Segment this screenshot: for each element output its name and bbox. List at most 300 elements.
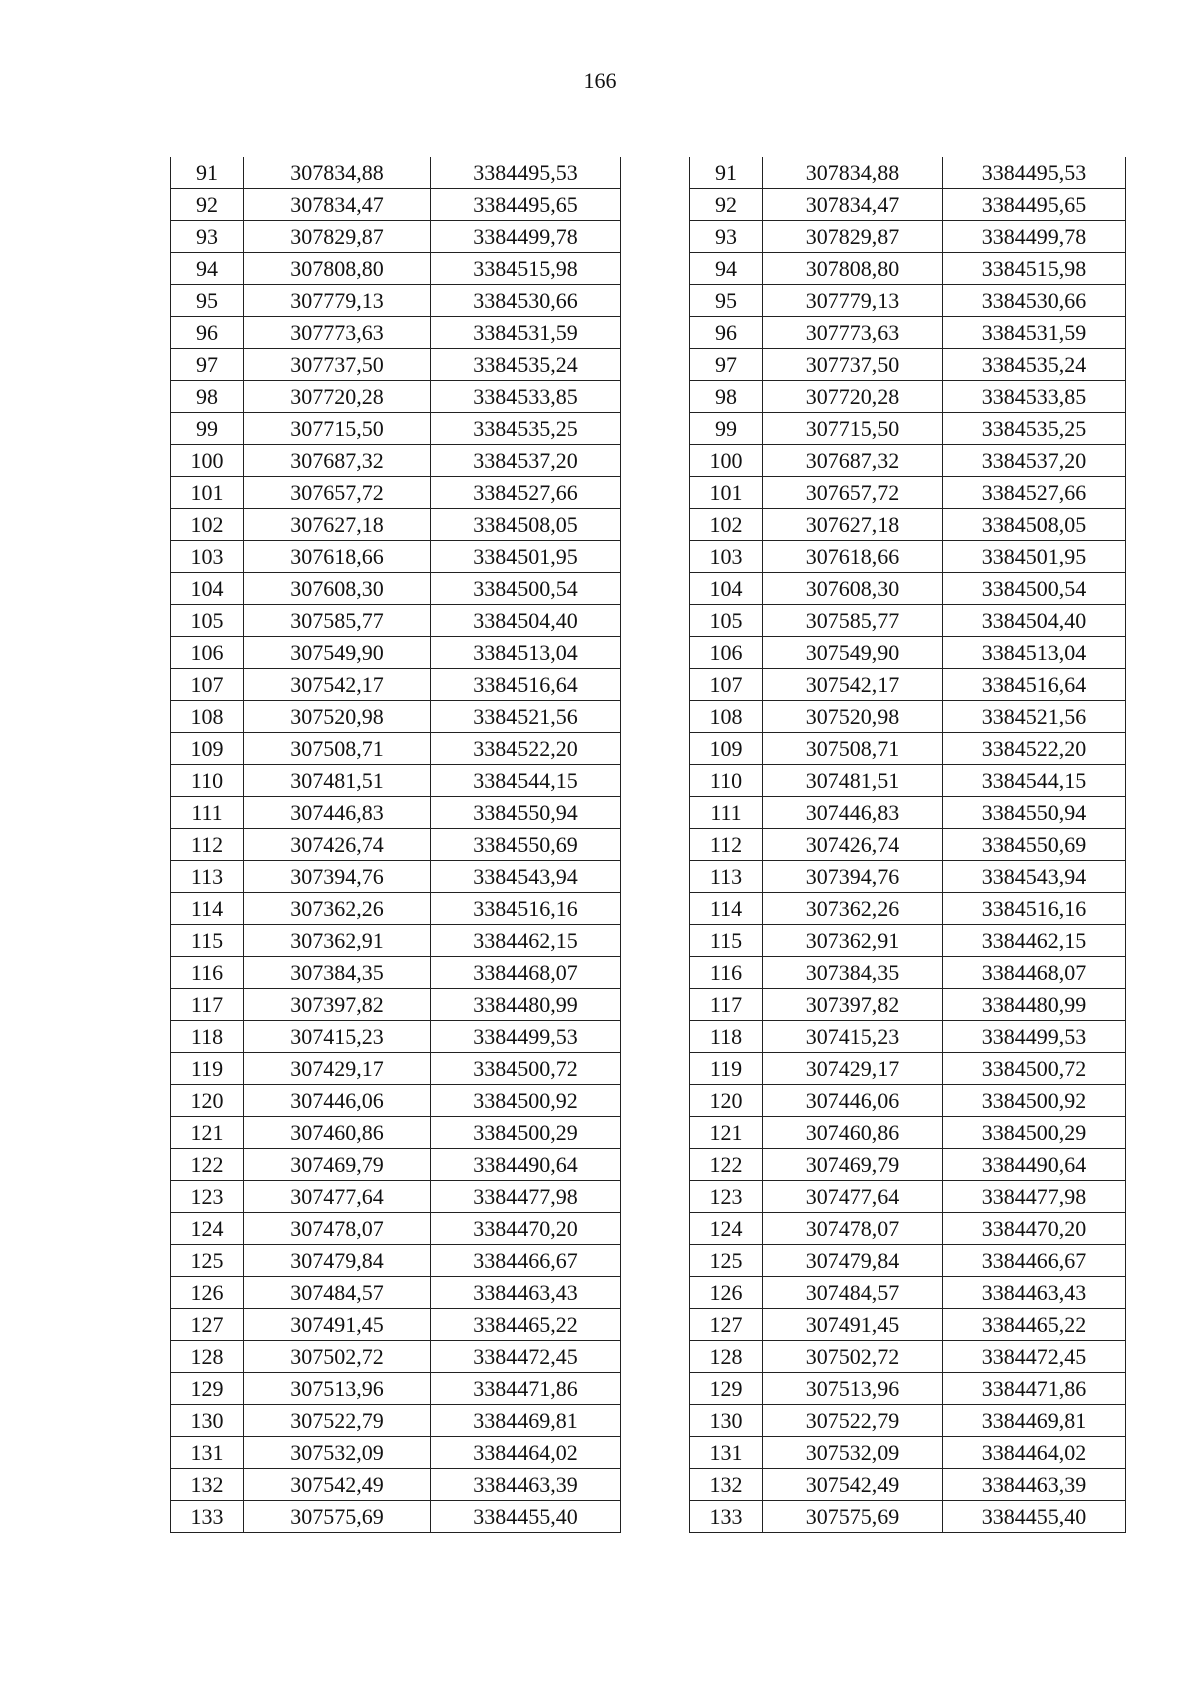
x-coordinate-cell: 307429,17 (763, 1053, 943, 1085)
x-coordinate-cell: 307362,91 (244, 925, 431, 957)
x-coordinate-cell: 307687,32 (763, 445, 943, 477)
point-number-cell: 127 (690, 1309, 763, 1341)
point-number-cell: 128 (690, 1341, 763, 1373)
table-row (690, 509, 1126, 541)
table-row (690, 1469, 1126, 1501)
x-coordinate-cell: 307773,63 (244, 317, 431, 349)
x-coordinate-cell: 307446,06 (244, 1085, 431, 1117)
x-coordinate-cell: 307508,71 (244, 733, 431, 765)
point-number-cell: 128 (171, 1341, 244, 1373)
point-number-cell: 131 (690, 1437, 763, 1469)
table-row (171, 733, 621, 765)
point-number-cell: 115 (690, 925, 763, 957)
point-number-cell: 115 (171, 925, 244, 957)
table-row (171, 1405, 621, 1437)
point-number-cell: 91 (171, 157, 244, 189)
y-coordinate-cell: 3384535,24 (431, 349, 621, 381)
point-number-cell: 117 (171, 989, 244, 1021)
table-row (690, 1085, 1126, 1117)
x-coordinate-cell: 307477,64 (244, 1181, 431, 1213)
y-coordinate-cell: 3384465,22 (431, 1309, 621, 1341)
point-number-cell: 124 (690, 1213, 763, 1245)
x-coordinate-cell: 307715,50 (244, 413, 431, 445)
point-number-cell: 120 (171, 1085, 244, 1117)
table-row (171, 413, 621, 445)
x-coordinate-cell: 307469,79 (244, 1149, 431, 1181)
x-coordinate-cell: 307618,66 (244, 541, 431, 573)
x-coordinate-cell: 307484,57 (244, 1277, 431, 1309)
x-coordinate-cell: 307362,26 (763, 893, 943, 925)
y-coordinate-cell: 3384463,43 (431, 1277, 621, 1309)
y-coordinate-cell: 3384490,64 (431, 1149, 621, 1181)
y-coordinate-cell: 3384465,22 (943, 1309, 1126, 1341)
y-coordinate-cell: 3384515,98 (943, 253, 1126, 285)
point-number-cell: 106 (690, 637, 763, 669)
y-coordinate-cell: 3384495,53 (431, 157, 621, 189)
x-coordinate-cell: 307522,79 (763, 1405, 943, 1437)
x-coordinate-cell: 307585,77 (763, 605, 943, 637)
x-coordinate-cell: 307502,72 (763, 1341, 943, 1373)
table-row (690, 477, 1126, 509)
point-number-cell: 100 (171, 445, 244, 477)
table-row (690, 605, 1126, 637)
point-number-cell: 105 (690, 605, 763, 637)
page-number: 166 (583, 68, 617, 93)
coordinates-table-left (170, 157, 621, 1533)
y-coordinate-cell: 3384504,40 (943, 605, 1126, 637)
table-row (171, 157, 621, 189)
y-coordinate-cell: 3384500,54 (943, 573, 1126, 605)
x-coordinate-cell: 307808,80 (763, 253, 943, 285)
y-coordinate-cell: 3384531,59 (431, 317, 621, 349)
y-coordinate-cell: 3384500,72 (943, 1053, 1126, 1085)
point-number-cell: 108 (171, 701, 244, 733)
y-coordinate-cell: 3384464,02 (431, 1437, 621, 1469)
point-number-cell: 93 (690, 221, 763, 253)
y-coordinate-cell: 3384508,05 (943, 509, 1126, 541)
table-row (171, 1021, 621, 1053)
point-number-cell: 126 (690, 1277, 763, 1309)
y-coordinate-cell: 3384477,98 (431, 1181, 621, 1213)
point-number-cell: 117 (690, 989, 763, 1021)
x-coordinate-cell: 307513,96 (244, 1373, 431, 1405)
table-row (690, 957, 1126, 989)
table-row (690, 797, 1126, 829)
table-row (171, 1277, 621, 1309)
table-row (690, 861, 1126, 893)
x-coordinate-cell: 307808,80 (244, 253, 431, 285)
table-row (171, 285, 621, 317)
table-row (171, 445, 621, 477)
x-coordinate-cell: 307585,77 (244, 605, 431, 637)
point-number-cell: 108 (690, 701, 763, 733)
y-coordinate-cell: 3384471,86 (431, 1373, 621, 1405)
table-row (171, 509, 621, 541)
x-coordinate-cell: 307608,30 (763, 573, 943, 605)
y-coordinate-cell: 3384516,64 (431, 669, 621, 701)
point-number-cell: 105 (171, 605, 244, 637)
x-coordinate-cell: 307484,57 (763, 1277, 943, 1309)
table-row (690, 1309, 1126, 1341)
x-coordinate-cell: 307834,47 (244, 189, 431, 221)
point-number-cell: 102 (171, 509, 244, 541)
x-coordinate-cell: 307426,74 (763, 829, 943, 861)
y-coordinate-cell: 3384500,29 (943, 1117, 1126, 1149)
table-row (690, 1117, 1126, 1149)
table-row (690, 1149, 1126, 1181)
y-coordinate-cell: 3384470,20 (431, 1213, 621, 1245)
table-row (171, 797, 621, 829)
x-coordinate-cell: 307627,18 (244, 509, 431, 541)
table-row (690, 701, 1126, 733)
table-row (171, 1085, 621, 1117)
x-coordinate-cell: 307834,47 (763, 189, 943, 221)
table-row (171, 765, 621, 797)
x-coordinate-cell: 307426,74 (244, 829, 431, 861)
point-number-cell: 125 (690, 1245, 763, 1277)
point-number-cell: 118 (690, 1021, 763, 1053)
table-row (171, 381, 621, 413)
x-coordinate-cell: 307834,88 (244, 157, 431, 189)
y-coordinate-cell: 3384513,04 (431, 637, 621, 669)
y-coordinate-cell: 3384500,92 (943, 1085, 1126, 1117)
y-coordinate-cell: 3384463,39 (943, 1469, 1126, 1501)
table-row (171, 829, 621, 861)
y-coordinate-cell: 3384522,20 (943, 733, 1126, 765)
x-coordinate-cell: 307397,82 (244, 989, 431, 1021)
point-number-cell: 98 (171, 381, 244, 413)
table-row (171, 701, 621, 733)
y-coordinate-cell: 3384544,15 (431, 765, 621, 797)
table-row (690, 317, 1126, 349)
y-coordinate-cell: 3384513,04 (943, 637, 1126, 669)
table-row (690, 253, 1126, 285)
x-coordinate-cell: 307415,23 (244, 1021, 431, 1053)
table-row (690, 669, 1126, 701)
x-coordinate-cell: 307477,64 (763, 1181, 943, 1213)
point-number-cell: 119 (690, 1053, 763, 1085)
x-coordinate-cell: 307429,17 (244, 1053, 431, 1085)
table-row (690, 1437, 1126, 1469)
y-coordinate-cell: 3384543,94 (431, 861, 621, 893)
x-coordinate-cell: 307446,06 (763, 1085, 943, 1117)
table-row (690, 989, 1126, 1021)
x-coordinate-cell: 307394,76 (763, 861, 943, 893)
x-coordinate-cell: 307394,76 (244, 861, 431, 893)
y-coordinate-cell: 3384516,16 (943, 893, 1126, 925)
point-number-cell: 112 (690, 829, 763, 861)
x-coordinate-cell: 307720,28 (763, 381, 943, 413)
y-coordinate-cell: 3384466,67 (431, 1245, 621, 1277)
x-coordinate-cell: 307446,83 (244, 797, 431, 829)
y-coordinate-cell: 3384537,20 (943, 445, 1126, 477)
point-number-cell: 92 (690, 189, 763, 221)
point-number-cell: 103 (690, 541, 763, 573)
table-row (171, 1501, 621, 1533)
table-row (690, 445, 1126, 477)
point-number-cell: 99 (690, 413, 763, 445)
point-number-cell: 125 (171, 1245, 244, 1277)
y-coordinate-cell: 3384495,65 (431, 189, 621, 221)
table-row (171, 1213, 621, 1245)
table-row (171, 1341, 621, 1373)
y-coordinate-cell: 3384499,78 (943, 221, 1126, 253)
y-coordinate-cell: 3384508,05 (431, 509, 621, 541)
y-coordinate-cell: 3384530,66 (943, 285, 1126, 317)
y-coordinate-cell: 3384455,40 (943, 1501, 1126, 1533)
point-number-cell: 118 (171, 1021, 244, 1053)
table-row (690, 1021, 1126, 1053)
x-coordinate-cell: 307737,50 (763, 349, 943, 381)
y-coordinate-cell: 3384516,64 (943, 669, 1126, 701)
point-number-cell: 97 (690, 349, 763, 381)
y-coordinate-cell: 3384550,69 (431, 829, 621, 861)
x-coordinate-cell: 307478,07 (244, 1213, 431, 1245)
y-coordinate-cell: 3384500,72 (431, 1053, 621, 1085)
point-number-cell: 121 (690, 1117, 763, 1149)
table-row (171, 861, 621, 893)
y-coordinate-cell: 3384516,16 (431, 893, 621, 925)
point-number-cell: 102 (690, 509, 763, 541)
x-coordinate-cell: 307520,98 (763, 701, 943, 733)
point-number-cell: 113 (171, 861, 244, 893)
y-coordinate-cell: 3384463,43 (943, 1277, 1126, 1309)
y-coordinate-cell: 3384469,81 (943, 1405, 1126, 1437)
y-coordinate-cell: 3384499,53 (431, 1021, 621, 1053)
y-coordinate-cell: 3384464,02 (943, 1437, 1126, 1469)
table-row (171, 925, 621, 957)
y-coordinate-cell: 3384550,94 (943, 797, 1126, 829)
y-coordinate-cell: 3384472,45 (943, 1341, 1126, 1373)
point-number-cell: 120 (690, 1085, 763, 1117)
x-coordinate-cell: 307502,72 (244, 1341, 431, 1373)
table-row (690, 157, 1126, 189)
y-coordinate-cell: 3384495,53 (943, 157, 1126, 189)
table-row (171, 1245, 621, 1277)
point-number-cell: 131 (171, 1437, 244, 1469)
point-number-cell: 123 (690, 1181, 763, 1213)
x-coordinate-cell: 307362,91 (763, 925, 943, 957)
x-coordinate-cell: 307542,49 (763, 1469, 943, 1501)
table-row (171, 317, 621, 349)
y-coordinate-cell: 3384477,98 (943, 1181, 1126, 1213)
point-number-cell: 104 (171, 573, 244, 605)
point-number-cell: 132 (690, 1469, 763, 1501)
y-coordinate-cell: 3384550,69 (943, 829, 1126, 861)
y-coordinate-cell: 3384537,20 (431, 445, 621, 477)
y-coordinate-cell: 3384470,20 (943, 1213, 1126, 1245)
x-coordinate-cell: 307715,50 (763, 413, 943, 445)
table-row (690, 1181, 1126, 1213)
table-row (690, 1277, 1126, 1309)
y-coordinate-cell: 3384504,40 (431, 605, 621, 637)
x-coordinate-cell: 307532,09 (763, 1437, 943, 1469)
point-number-cell: 111 (690, 797, 763, 829)
table-row (690, 1341, 1126, 1373)
x-coordinate-cell: 307829,87 (244, 221, 431, 253)
point-number-cell: 103 (171, 541, 244, 573)
table-row (690, 285, 1126, 317)
y-coordinate-cell: 3384544,15 (943, 765, 1126, 797)
y-coordinate-cell: 3384469,81 (431, 1405, 621, 1437)
table-row (690, 1405, 1126, 1437)
x-coordinate-cell: 307575,69 (244, 1501, 431, 1533)
y-coordinate-cell: 3384466,67 (943, 1245, 1126, 1277)
table-row (171, 1469, 621, 1501)
y-coordinate-cell: 3384543,94 (943, 861, 1126, 893)
point-number-cell: 107 (171, 669, 244, 701)
table-row (690, 829, 1126, 861)
table-row (690, 541, 1126, 573)
table-row (690, 349, 1126, 381)
x-coordinate-cell: 307478,07 (763, 1213, 943, 1245)
point-number-cell: 98 (690, 381, 763, 413)
point-number-cell: 127 (171, 1309, 244, 1341)
y-coordinate-cell: 3384468,07 (943, 957, 1126, 989)
y-coordinate-cell: 3384535,24 (943, 349, 1126, 381)
table-row (171, 893, 621, 925)
x-coordinate-cell: 307773,63 (763, 317, 943, 349)
x-coordinate-cell: 307834,88 (763, 157, 943, 189)
x-coordinate-cell: 307737,50 (244, 349, 431, 381)
x-coordinate-cell: 307522,79 (244, 1405, 431, 1437)
point-number-cell: 111 (171, 797, 244, 829)
y-coordinate-cell: 3384495,65 (943, 189, 1126, 221)
x-coordinate-cell: 307479,84 (244, 1245, 431, 1277)
x-coordinate-cell: 307542,17 (763, 669, 943, 701)
point-number-cell: 112 (171, 829, 244, 861)
x-coordinate-cell: 307779,13 (244, 285, 431, 317)
y-coordinate-cell: 3384462,15 (943, 925, 1126, 957)
table-row (690, 925, 1126, 957)
y-coordinate-cell: 3384515,98 (431, 253, 621, 285)
table-row (690, 1373, 1126, 1405)
point-number-cell: 95 (171, 285, 244, 317)
table-row (690, 381, 1126, 413)
y-coordinate-cell: 3384480,99 (943, 989, 1126, 1021)
y-coordinate-cell: 3384501,95 (431, 541, 621, 573)
table-row (690, 221, 1126, 253)
table-row (171, 1053, 621, 1085)
point-number-cell: 107 (690, 669, 763, 701)
table-row (690, 1053, 1126, 1085)
point-number-cell: 126 (171, 1277, 244, 1309)
table-row (171, 957, 621, 989)
point-number-cell: 133 (690, 1501, 763, 1533)
y-coordinate-cell: 3384468,07 (431, 957, 621, 989)
y-coordinate-cell: 3384550,94 (431, 797, 621, 829)
x-coordinate-cell: 307415,23 (763, 1021, 943, 1053)
point-number-cell: 106 (171, 637, 244, 669)
x-coordinate-cell: 307542,49 (244, 1469, 431, 1501)
table-row (171, 1437, 621, 1469)
x-coordinate-cell: 307508,71 (763, 733, 943, 765)
point-number-cell: 130 (690, 1405, 763, 1437)
table-row (171, 1149, 621, 1181)
table-row (690, 893, 1126, 925)
x-coordinate-cell: 307481,51 (244, 765, 431, 797)
point-number-cell: 121 (171, 1117, 244, 1149)
x-coordinate-cell: 307397,82 (763, 989, 943, 1021)
table-row (690, 765, 1126, 797)
table-row (690, 573, 1126, 605)
table-row (690, 637, 1126, 669)
y-coordinate-cell: 3384535,25 (431, 413, 621, 445)
table-row (171, 477, 621, 509)
x-coordinate-cell: 307520,98 (244, 701, 431, 733)
table-row (171, 1181, 621, 1213)
x-coordinate-cell: 307491,45 (763, 1309, 943, 1341)
x-coordinate-cell: 307479,84 (763, 1245, 943, 1277)
x-coordinate-cell: 307532,09 (244, 1437, 431, 1469)
y-coordinate-cell: 3384535,25 (943, 413, 1126, 445)
point-number-cell: 122 (690, 1149, 763, 1181)
table-row (171, 1309, 621, 1341)
point-number-cell: 94 (690, 253, 763, 285)
point-number-cell: 94 (171, 253, 244, 285)
x-coordinate-cell: 307362,26 (244, 893, 431, 925)
point-number-cell: 101 (171, 477, 244, 509)
y-coordinate-cell: 3384533,85 (431, 381, 621, 413)
table-row (690, 1245, 1126, 1277)
point-number-cell: 99 (171, 413, 244, 445)
y-coordinate-cell: 3384455,40 (431, 1501, 621, 1533)
x-coordinate-cell: 307608,30 (244, 573, 431, 605)
point-number-cell: 96 (171, 317, 244, 349)
point-number-cell: 129 (171, 1373, 244, 1405)
x-coordinate-cell: 307829,87 (763, 221, 943, 253)
y-coordinate-cell: 3384499,53 (943, 1021, 1126, 1053)
table-row (690, 413, 1126, 445)
point-number-cell: 116 (171, 957, 244, 989)
x-coordinate-cell: 307627,18 (763, 509, 943, 541)
y-coordinate-cell: 3384471,86 (943, 1373, 1126, 1405)
y-coordinate-cell: 3384527,66 (431, 477, 621, 509)
y-coordinate-cell: 3384500,54 (431, 573, 621, 605)
point-number-cell: 130 (171, 1405, 244, 1437)
x-coordinate-cell: 307446,83 (763, 797, 943, 829)
point-number-cell: 113 (690, 861, 763, 893)
x-coordinate-cell: 307549,90 (244, 637, 431, 669)
table-row (171, 669, 621, 701)
y-coordinate-cell: 3384480,99 (431, 989, 621, 1021)
x-coordinate-cell: 307720,28 (244, 381, 431, 413)
x-coordinate-cell: 307469,79 (763, 1149, 943, 1181)
table-row (171, 605, 621, 637)
x-coordinate-cell: 307687,32 (244, 445, 431, 477)
y-coordinate-cell: 3384490,64 (943, 1149, 1126, 1181)
point-number-cell: 101 (690, 477, 763, 509)
table-row (171, 189, 621, 221)
point-number-cell: 100 (690, 445, 763, 477)
y-coordinate-cell: 3384463,39 (431, 1469, 621, 1501)
x-coordinate-cell: 307575,69 (763, 1501, 943, 1533)
y-coordinate-cell: 3384501,95 (943, 541, 1126, 573)
table-row (171, 1373, 621, 1405)
x-coordinate-cell: 307542,17 (244, 669, 431, 701)
table-row (690, 189, 1126, 221)
x-coordinate-cell: 307513,96 (763, 1373, 943, 1405)
x-coordinate-cell: 307481,51 (763, 765, 943, 797)
point-number-cell: 133 (171, 1501, 244, 1533)
table-row (690, 1213, 1126, 1245)
x-coordinate-cell: 307384,35 (763, 957, 943, 989)
point-number-cell: 114 (690, 893, 763, 925)
y-coordinate-cell: 3384530,66 (431, 285, 621, 317)
point-number-cell: 96 (690, 317, 763, 349)
table-row (171, 253, 621, 285)
point-number-cell: 114 (171, 893, 244, 925)
